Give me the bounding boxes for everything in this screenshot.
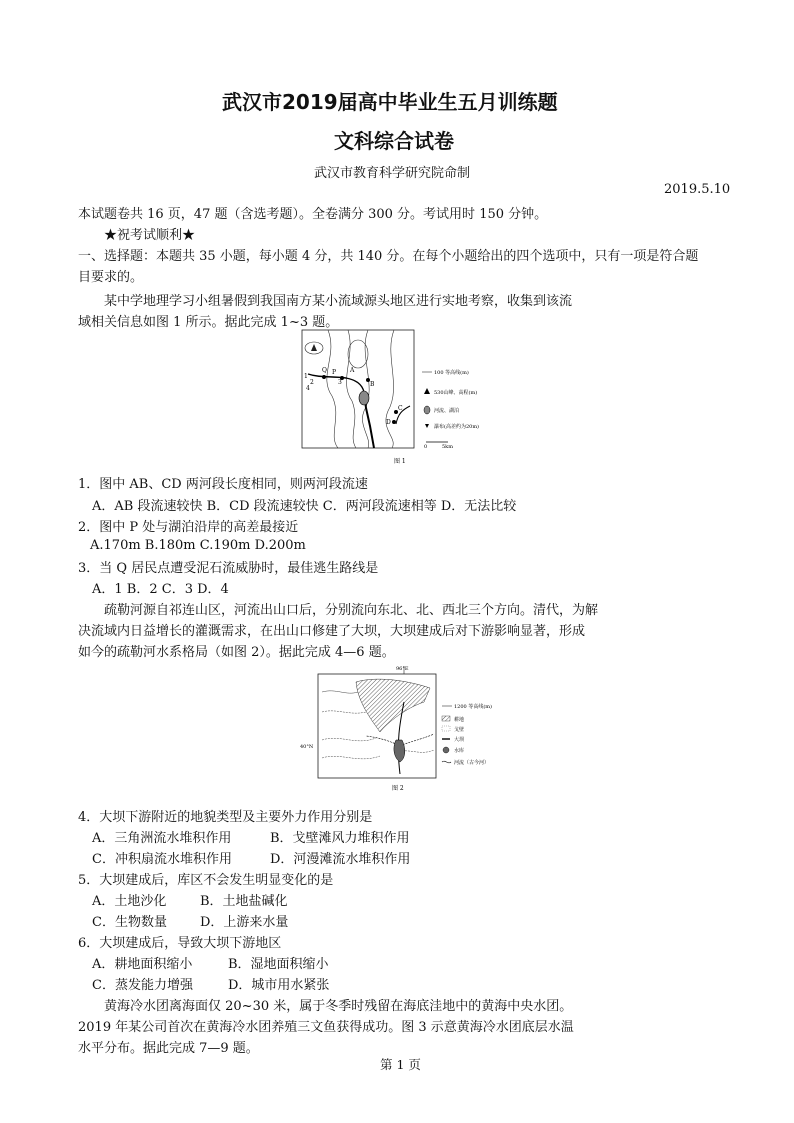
legend-river: 河流、湖泊 <box>434 408 460 414</box>
question-1-options: A．AB 段流速较快 B．CD 段流速较快 C．两河段流速相等 D．无法比较 <box>92 499 517 514</box>
route-label-1: 1 <box>304 373 308 380</box>
publisher: 武汉市教育科学研究院命制 <box>314 166 471 181</box>
exam-subtitle: 文科综合试卷 <box>334 129 454 153</box>
question-4-option-c: C．冲积扇流水堆积作用 <box>92 852 232 867</box>
good-luck-wish: ★祝考试顺利★ <box>104 228 196 243</box>
label-a: A <box>350 367 355 374</box>
question-4-option-b: B．戈壁滩风力堆积作用 <box>270 831 410 846</box>
legend-contour-2: 1200 等高线(m) <box>454 704 492 710</box>
legend-waterfall: 瀑布(高差约为20m) <box>434 424 480 430</box>
label-d: D <box>386 419 391 426</box>
route-label-3: 3 <box>338 379 342 386</box>
passage-1-line-2: 域相关信息如图 1 所示。据此完成 1~3 题。 <box>78 315 339 330</box>
question-6-option-d: D．城市用水紧张 <box>228 978 330 993</box>
figure-2-map <box>296 662 506 796</box>
question-5-option-d: D．上游来水量 <box>200 915 289 930</box>
legend-contour: 100 等高线(m) <box>434 370 469 376</box>
exam-date: 2019.5.10 <box>664 182 731 197</box>
label-b: B <box>370 381 375 388</box>
route-label-2: 2 <box>310 379 314 386</box>
section-heading: 一、选择题：本题共 35 小题，每小题 4 分，共 140 分。在每个小题给出的四个选项中，只有一项是符合题 <box>78 249 699 264</box>
legend-peak: 530山峰、高程(m) <box>434 390 478 396</box>
exam-title: 武汉市2019届高中毕业生五月训练题 <box>222 90 558 114</box>
legend-dam: 大坝 <box>454 737 465 743</box>
page-number: 第 1 页 <box>380 1057 421 1072</box>
passage-3-line-1: 黄海冷水团离海面仅 20~30 米，属于冬季时残留在海底洼地中的黄海中央水团。 <box>104 999 573 1014</box>
question-6-option-a: A．耕地面积缩小 <box>92 957 193 972</box>
passage-1-line-1: 某中学地理学习小组暑假到我国南方某小流域源头地区进行实地考察，收集到该流 <box>104 294 573 309</box>
passage-3-line-3: 水平分布。据此完成 7—9 题。 <box>78 1041 259 1056</box>
label-q: Q <box>322 367 327 374</box>
route-label-4: 4 <box>306 385 310 392</box>
question-4-option-a: A．三角洲流水堆积作用 <box>92 831 232 846</box>
scale-zero: 0 <box>424 444 428 450</box>
legend-farmland: 耕地 <box>454 717 465 723</box>
question-4-stem: 4．大坝下游附近的地貌类型及主要外力作用分别是 <box>78 810 373 825</box>
question-1-stem: 1．图中 AB、CD 两河段长度相同，则两河段流速 <box>78 477 368 492</box>
passage-2-line-1: 疏勒河源自祁连山区，河流出山口后，分别流向东北、北、西北三个方向。清代，为解 <box>104 603 599 618</box>
question-5-option-b: B．土地盐碱化 <box>200 894 288 909</box>
question-5-stem: 5．大坝建成后，库区不会发生明显变化的是 <box>78 873 334 888</box>
question-6-stem: 6．大坝建成后，导致大坝下游地区 <box>78 936 282 951</box>
longitude-label: 96°E <box>396 666 409 672</box>
figure-1-map <box>298 326 508 468</box>
question-5-option-a: A．土地沙化 <box>92 894 167 909</box>
passage-3-line-2: 2019 年某公司首次在黄海冷水团养殖三文鱼获得成功。图 3 示意黄海冷水团底层水温 <box>78 1020 574 1035</box>
legend-river-2: 河流（古今河） <box>454 760 490 766</box>
passage-2-line-2: 决流域内日益增长的灌溉需求，在出山口修建了大坝，大坝建成后对下游影响显著，形成 <box>78 624 586 639</box>
question-3-stem: 3．当 Q 居民点遭受泥石流威胁时，最佳逃生路线是 <box>78 561 379 576</box>
scale-bar: 5km <box>442 444 453 450</box>
question-3-options: A．1 B．2 C．3 D．4 <box>92 582 229 597</box>
question-6-option-c: C．蒸发能力增强 <box>92 978 193 993</box>
question-6-option-b: B．湿地面积缩小 <box>228 957 329 972</box>
question-2-stem: 2．图中 P 处与湖泊沿岸的高差最接近 <box>78 520 299 535</box>
question-4-option-d: D．河漫滩流水堆积作用 <box>270 852 411 867</box>
latitude-label: 40°N <box>300 744 314 750</box>
passage-2-line-3: 如今的疏勒河水系格局（如图 2）。据此完成 4—6 题。 <box>78 645 395 660</box>
figure-1-caption: 图 1 <box>394 458 406 465</box>
question-5-option-c: C．生物数量 <box>92 915 167 930</box>
label-c: C <box>398 405 403 412</box>
question-2-options: A.170m B.180m C.190m D.200m <box>90 538 306 553</box>
legend-desert: 戈壁 <box>454 727 465 733</box>
label-p: P <box>332 369 337 376</box>
exam-info: 本试题卷共 16 页，47 题（含选考题）。全卷满分 300 分。考试用时 150 分钟。 <box>78 207 548 222</box>
figure-2-caption: 图 2 <box>392 785 404 792</box>
section-heading-cont: 目要求的。 <box>78 270 144 285</box>
legend-reservoir: 水库 <box>454 748 465 754</box>
